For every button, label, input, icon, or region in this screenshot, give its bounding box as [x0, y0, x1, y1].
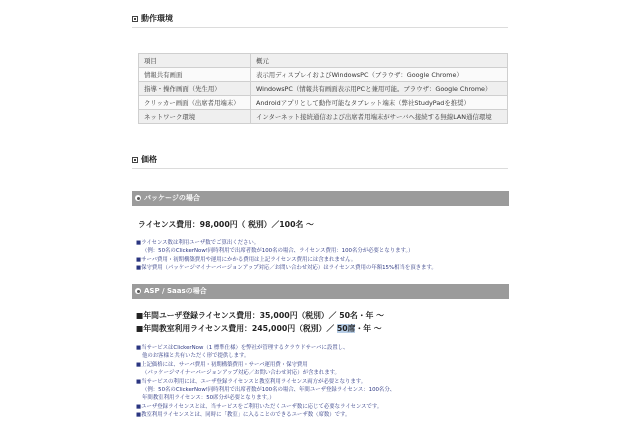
- asp-note: （パッケージマイナーバージョンアップ対応／お問い合わせ対応）が含まれます。: [142, 370, 340, 377]
- asp-note: ■ユーザ登録ライセンスとは、当サービスをご利用いただくユーザ数に応じて必要なライセンスです。: [136, 403, 383, 410]
- asp-room-license-price: [136, 323, 382, 334]
- table-cell-item: クリッカー画面（出席者用端末）: [139, 96, 251, 110]
- circle-bullet-icon: [135, 288, 141, 294]
- table-cell-value: Androidアプリとして動作可能なタブレット端末（弊社StudyPadを推奨）: [251, 96, 508, 110]
- table-row: [139, 110, 508, 124]
- package-note: ■ライセンス数は利用ユーザ数でご算出ください。: [136, 240, 260, 246]
- package-section-bar: [132, 191, 509, 206]
- asp-room-price-text: ■年間教室利用ライセンス費用：245,000円（税別）／: [136, 324, 337, 333]
- square-bullet-icon: [132, 157, 138, 163]
- asp-section-bar: [132, 284, 509, 299]
- package-price: ライセンス費用：98,000円（ 税別）／100名 〜: [138, 220, 314, 229]
- square-bullet-icon: [132, 16, 138, 22]
- table-header-cell: 概元: [251, 54, 508, 68]
- price-title: 価格: [141, 155, 157, 164]
- circle-bullet-icon: [135, 195, 141, 201]
- asp-room-price-suffix: ・年 〜: [355, 324, 382, 333]
- package-note: ■保守費用（パッケージマイナーバージョンアップ対応／お問い合わせ対応）はライセンス費用の年額15%相当を頂きます。: [136, 265, 437, 272]
- price-section-heading: [132, 155, 508, 169]
- table-cell-item: 指導・操作画面（先生用）: [139, 82, 251, 96]
- asp-user-license-price: ■年間ユーザ登録ライセンス費用：35,000円（税別）／ 50名・年 〜: [136, 311, 384, 320]
- table-row: [139, 96, 508, 110]
- table-cell-value: 表示用ディスプレイおよびWindowsPC（ブラウザ：Google Chrome）: [251, 68, 508, 82]
- asp-note: ■教室利用ライセンスとは、同時に「教室」に入ることのできるユーザ数（席数）です。: [136, 412, 351, 419]
- asp-bar-label: ASP / Saasの場合: [144, 287, 207, 295]
- package-notes: [136, 239, 437, 273]
- environment-section-heading: [132, 14, 508, 28]
- table-row: [139, 68, 508, 82]
- table-header-cell: 項目: [139, 54, 251, 68]
- package-note: （例：50名のClickerNow!同時利用で出席者数が100名の場合、ライセンス費用：100名分が必要となります。）: [142, 248, 414, 255]
- asp-room-seats-highlight: 50席: [336, 324, 356, 333]
- asp-notes: [136, 344, 395, 420]
- asp-note: ■上記価格には、サーバ費用・初期構築費用・サーバ運用費・保守費用: [136, 361, 308, 368]
- environment-title: 動作環境: [141, 14, 173, 23]
- table-cell-value: インターネット接続通信および出席者用端末がサーバへ接続する無線LAN通信環境: [251, 110, 508, 124]
- table-header-row: [139, 54, 508, 68]
- table-cell-item: 情報共有画面: [139, 68, 251, 82]
- asp-note: ■当サービスの利用には、ユーザ登録ライセンスと教室利用ライセンス両方が必要となります。: [136, 378, 367, 385]
- table-row: [139, 82, 508, 96]
- asp-note: 他のお客様と共有いただく形で提供します。: [142, 353, 250, 360]
- asp-note: 年間教室利用ライセンス：50席分が必要となります。）: [142, 395, 275, 402]
- asp-note: ■当サービスはClickerNow（1 標準仕様）を弊社が管理するクラウドサーバに設置し、: [136, 345, 349, 351]
- package-note: ■サーバ費用・初期構築費用や運用にかかる費用は上記ライセンス費用には含まれません。: [136, 256, 357, 263]
- table-cell-value: WindowsPC（情報共有画面表示用PCと兼用可能。ブラウザ：Google Chrome）: [251, 82, 508, 96]
- package-bar-label: パッケージの場合: [144, 194, 200, 202]
- asp-note: （例：50名のClickerNow!同時利用で出席者数が100名の場合、年間ユーザ登録ライセンス：100名分、: [142, 386, 396, 393]
- table-cell-item: ネットワーク環境: [139, 110, 251, 124]
- environment-table: [138, 53, 508, 124]
